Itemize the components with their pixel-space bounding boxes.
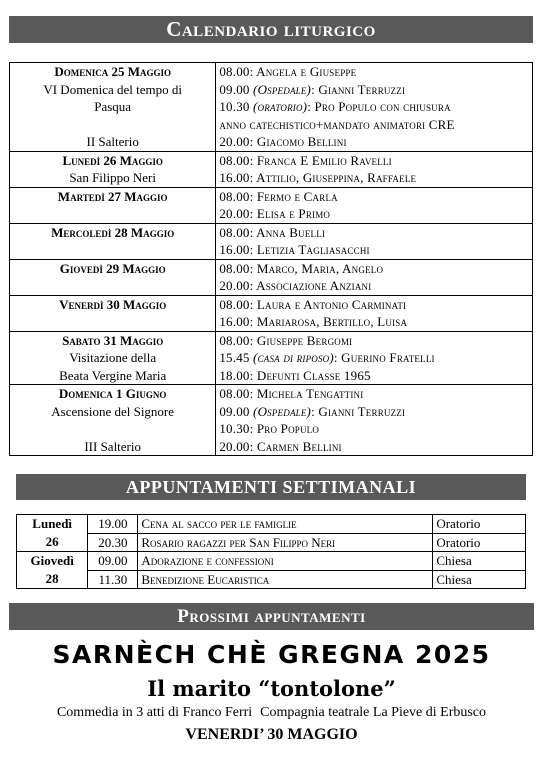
- upcoming-title-banner: [9, 603, 534, 630]
- show-details-author: Commedia in 3 atti di Franco Ferri: [56, 705, 253, 720]
- day-name: Martedì 27 Maggio: [57, 188, 168, 204]
- day-name: Venerdì 30 Maggio: [59, 296, 167, 312]
- mass-location: (Ospedale): [253, 81, 312, 97]
- mass-intention: 16.00: Mariarosa, Bertillo, Luisa: [219, 314, 408, 329]
- mass-intention: 08.00: Giuseppe Bergomi: [219, 332, 353, 348]
- weekly-title-banner: [16, 474, 526, 500]
- weekly-row: [17, 552, 526, 571]
- calendar-title: Calendario liturgico: [166, 17, 376, 41]
- weekly-day-name: Giovedì: [30, 553, 74, 568]
- mass-time: 09.00: [219, 81, 254, 97]
- mass-intention: 08.00: Marco, Maria, Angelo: [219, 260, 384, 276]
- calendar-events-cell: [216, 385, 533, 456]
- weekly-description: Adorazione e confessioni: [138, 552, 433, 571]
- calendar-title-banner: [9, 16, 533, 43]
- calendar-row: [10, 187, 533, 223]
- event-title: SARNÈCH CHÈ GREGNA 2025: [52, 640, 491, 669]
- calendar-events-cell: [216, 151, 533, 187]
- weekly-time: 11.30: [88, 570, 138, 589]
- weekly-place: Chiesa: [433, 552, 526, 571]
- show-details-company: Compagnia teatrale La Pieve di Erbusco: [260, 705, 487, 720]
- day-name: Lunedì 26 Maggio: [62, 152, 163, 168]
- mass-intention: 20.00: Giacomo Bellini: [219, 134, 347, 149]
- calendar-events-cell: [216, 331, 533, 385]
- calendar-row: [10, 385, 533, 456]
- weekly-row: [17, 515, 526, 534]
- weekly-day-name: Lunedì: [32, 516, 73, 531]
- weekly-row: [17, 533, 526, 552]
- calendar-day-cell: [10, 187, 216, 223]
- mass-intention: 08.00: Michela Tengattini: [219, 386, 364, 401]
- mass-intention: 08.00: Laura e Antonio Carminati: [219, 296, 407, 312]
- mass-intention: 08.00: Franca E Emilio Ravelli: [219, 152, 392, 168]
- show-title: Il marito “tontolone”: [147, 676, 396, 701]
- weekly-day-number: 26: [45, 533, 59, 549]
- day-name: Domenica 1 Giugno: [58, 386, 167, 401]
- calendar-day-cell: [10, 331, 216, 385]
- day-note: III Salterio: [84, 438, 141, 454]
- mass-location: (casa di riposo): [253, 350, 334, 365]
- weekly-place: Chiesa: [433, 570, 526, 589]
- day-note: Ascensione del Signore: [51, 403, 175, 419]
- calendar-events-cell: [216, 223, 533, 259]
- day-note: San Filippo Neri: [69, 170, 156, 185]
- day-note: Visitazione della: [69, 350, 157, 365]
- calendar-row: [10, 295, 533, 331]
- weekly-description: Benedizione Eucaristica: [138, 570, 433, 589]
- weekly-day-cell: [17, 515, 88, 552]
- mass-time: 10.30: [219, 99, 254, 114]
- calendar-events-cell: [216, 63, 533, 152]
- show-details: [0, 704, 543, 722]
- day-note: Pasqua: [94, 99, 132, 114]
- mass-intention: 16.00: Letizia Tagliasacchi: [219, 242, 370, 257]
- mass-intention-text: : Gianni Terruzzi: [311, 403, 406, 419]
- weekly-time: 20.30: [88, 533, 138, 552]
- weekly-appointments-table: [16, 514, 526, 589]
- mass-intention: [219, 81, 529, 99]
- mass-intention: 20.00: Elisa e Primo: [219, 206, 331, 221]
- mass-location: (Ospedale): [253, 403, 312, 419]
- calendar-row: [10, 151, 533, 187]
- mass-intention: 18.00: Defunti Classe 1965: [219, 367, 371, 383]
- weekly-description: Cena al sacco per le famiglie: [138, 515, 433, 534]
- mass-time: 09.00: [219, 403, 254, 419]
- mass-intention: 20.00: Associazione Anziani: [219, 278, 372, 293]
- liturgical-calendar-table: [9, 62, 533, 456]
- day-name: Mercoledì 28 Maggio: [51, 224, 175, 240]
- mass-intention-text: : Gianni Terruzzi: [311, 81, 406, 97]
- calendar-row: [10, 223, 533, 259]
- mass-intention: [219, 403, 529, 421]
- calendar-day-cell: [10, 295, 216, 331]
- mass-intention: 16.00: Attilio, Giuseppina, Raffaele: [219, 170, 417, 185]
- calendar-events-cell: [216, 259, 533, 295]
- day-note: II Salterio: [86, 134, 139, 149]
- mass-intention: [219, 98, 529, 116]
- day-name: Giovedì 29 Maggio: [59, 260, 166, 276]
- calendar-events-cell: [216, 295, 533, 331]
- weekly-description: Rosario ragazzi per San Filippo Neri: [138, 533, 433, 552]
- day-name: Domenica 25 Maggio: [54, 64, 171, 79]
- mass-intention-text: : Pro Populo con chiusura: [307, 99, 451, 114]
- mass-location: (oratorio): [253, 99, 308, 114]
- weekly-time: 09.00: [88, 552, 138, 571]
- calendar-day-cell: [10, 151, 216, 187]
- weekly-day-cell: [17, 552, 88, 589]
- weekly-place: Oratorio: [433, 533, 526, 552]
- weekly-title: APPUNTAMENTI SETTIMANALI: [125, 476, 417, 497]
- mass-intention: 08.00: Angela e Giuseppe: [219, 64, 357, 79]
- mass-intention: [219, 349, 529, 367]
- weekly-row: [17, 570, 526, 589]
- calendar-events-cell: [216, 187, 533, 223]
- mass-intention: 20.00: Carmen Bellini: [219, 438, 342, 454]
- day-note: [13, 420, 212, 438]
- weekly-time: 19.00: [88, 515, 138, 534]
- calendar-day-cell: [10, 259, 216, 295]
- weekly-day-number: 28: [45, 570, 59, 586]
- weekly-place: Oratorio: [433, 515, 526, 534]
- calendar-row: [10, 259, 533, 295]
- mass-intention: anno catechistico+mandato animatori CRE: [219, 116, 455, 132]
- calendar-day-cell: [10, 385, 216, 456]
- day-note: Beata Vergine Maria: [59, 367, 167, 383]
- calendar-day-cell: [10, 223, 216, 259]
- mass-intention: 08.00: Fermo e Carla: [219, 188, 338, 204]
- mass-time: 15.45: [219, 350, 254, 365]
- show-date: VENERDI’ 30 MAGGIO: [185, 726, 358, 743]
- day-note: [13, 116, 212, 134]
- day-note: VI Domenica del tempo di: [43, 81, 182, 97]
- day-name: Sabato 31 Maggio: [62, 332, 164, 348]
- calendar-row: [10, 63, 533, 152]
- mass-intention-text: : Guerino Fratelli: [333, 350, 435, 365]
- upcoming-title: Prossimi appuntamenti: [177, 605, 366, 627]
- calendar-row: [10, 331, 533, 385]
- mass-intention: 08.00: Anna Buelli: [219, 224, 326, 240]
- calendar-day-cell: [10, 63, 216, 152]
- mass-intention: 10.30: Pro Populo: [219, 421, 320, 436]
